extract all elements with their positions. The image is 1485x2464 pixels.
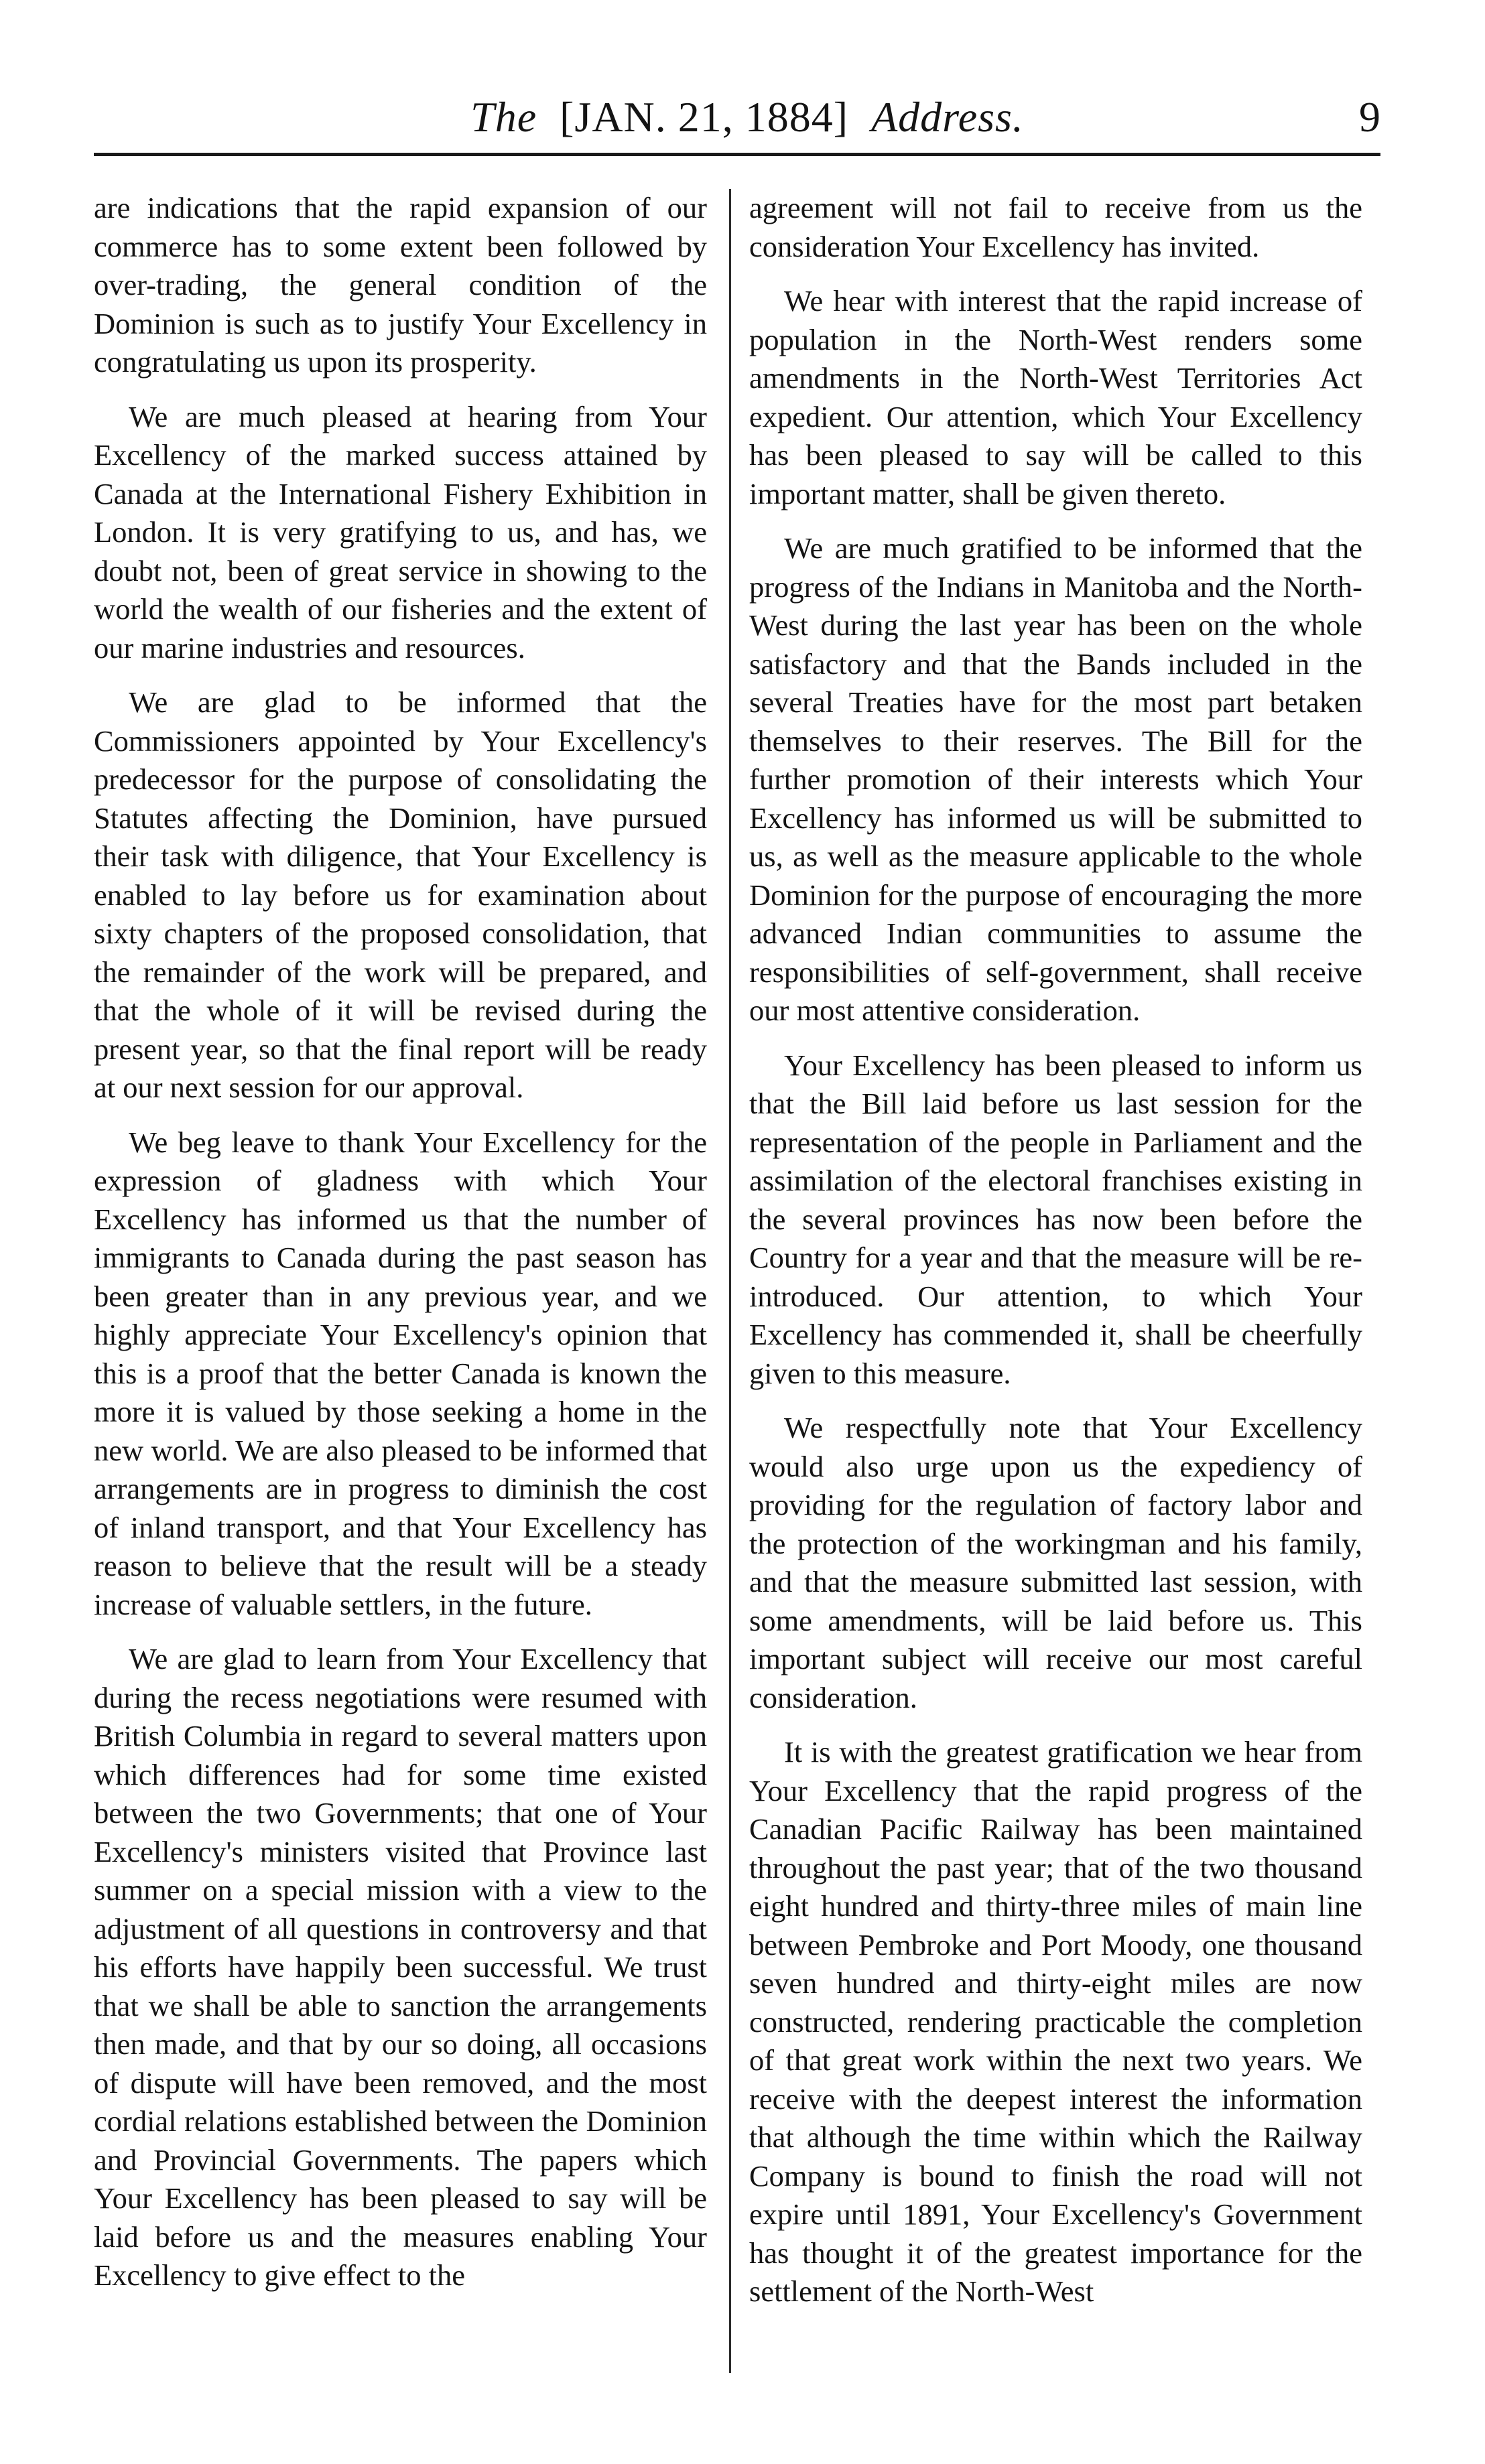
left-column xyxy=(94,189,707,2311)
paragraph: We are glad to be informed that the Commissioners appointed by Your Excellency's predecessor for the purpose of consolidating the Statutes affecting the Dominion, have pursued their task with diligence, that Your Excellency is enabled to lay before us for examination about sixty chapters of the proposed consolidation, that the remainder of the work will be prepared, and that the whole of it will be revised during the present year, so that the final report will be ready at our next session for our approval. xyxy=(94,685,707,1104)
running-title-the: The xyxy=(470,93,537,141)
paragraph: We are much pleased at hearing from Your Excellency of the marked success attained by Canada at the International Fishery Exhibition in London. It is very gratifying to us, and has, we doubt not, been of great service in showing to the world the wealth of our fisheries and the extent of our marine industries and resources. xyxy=(94,399,707,665)
paragraph: We beg leave to thank Your Excellency for the expression of gladness with which Your Excellency has informed us that the number of immigrants to Canada during the past season has been greater than in any previous year, and we highly appreciate Your Excellency's opinion that this is a proof that the better Canada is known the more it is valued by those seeking a home in the new world. We are also pleased to be informed that arrangements are in progress to diminish the cost of inland transport, and that Your Excellency has reason to believe that the result will be a steady increase of valuable settlers, in the future. xyxy=(94,1125,707,1621)
paragraph: We are much gratified to be informed that the progress of the Indians in Manitoba and the North-West during the last year has been on the whole satisfactory and that the Bands included in the several Treaties have for the most part betaken themselves to their reserves. The Bill for the further promotion of their interests which Your Excellency has informed us will be submitted to us, as well as the measure applicable to the whole Dominion for the purpose of encouraging the more advanced Indian communities to assume the responsibilities of self-government, shall receive our most attentive consideration. xyxy=(749,531,1362,1027)
paragraph: It is with the greatest gratification we hear from Your Excellency that the rapid progress of the Canadian Pacific Railway has been maintained throughout the past year; that of the two thousand eight hundred and thirty-three miles of main line between Pembroke and Port Moody, one thousand seven hundred and thirty-eight miles are now constructed, rendering practicable the completion of that great work within the next two years. We receive with the deepest interest the information that although the time within which the Railway Company is bound to finish the road will not expire until 1891, Your Excellency's Government has thought it of the greatest importance for the settlement of the North-West xyxy=(749,1735,1362,2308)
page-header xyxy=(87,87,1407,154)
paragraph: We are glad to learn from Your Excellency that during the recess negotiations were resumed with British Columbia in regard to several matters upon which differences had for some time existed between the two Governments; that one of Your Excellency's ministers visited that Province last summer on a special mission with a view to the adjustment of all questions in controversy and that his efforts have happily been successful. We trust that we shall be able to sanction the arrangements then made, and that by our so doing, all occasions of dispute will have been removed, and the most cordial relations established between the Dominion and Provincial Governments. The papers which Your Excellency has been pleased to say will be laid before us and the measures enabling Your Excellency to give effect to the xyxy=(94,1642,707,2292)
running-title-date: [JAN. 21, 1884] xyxy=(560,93,849,141)
paragraph: We respectfully note that Your Excellency would also urge upon us the expediency of providing for the regulation of factory labor and the protection of the workingman and his family, and that the measure submitted last session, with some amendments, will be laid before us. This important subject will receive our most careful consideration. xyxy=(749,1411,1362,1714)
paragraph: agreement will not fail to receive from us the consideration Your Excellency has invited. xyxy=(749,191,1362,263)
header-rule xyxy=(94,153,1380,156)
paragraph: Your Excellency has been pleased to inform us that the Bill laid before us last session for the representation of the people in Parliament and the assimilation of the electoral franchises existing in the several provinces has now been before the Country for a year and that the measure will be re-introduced. Our attention, to which Your Excellency has commended it, shall be cheerfully given to this measure. xyxy=(749,1048,1362,1390)
paragraph: are indications that the rapid expansion of our commerce has to some extent been followed by over-trading, the general condition of the Dominion is such as to justify Your Excellency in congratulating us upon its prosperity. xyxy=(94,191,707,379)
running-title xyxy=(87,92,1407,142)
page-number: 9 xyxy=(1359,93,1380,141)
right-column xyxy=(749,189,1362,2327)
paragraph: We hear with interest that the rapid increase of population in the North-West renders some amendments in the North-West Territories Act expedient. Our attention, which Your Excellency has been pleased to say will be called to this important matter, shall be given thereto. xyxy=(749,284,1362,510)
column-divider xyxy=(729,189,731,2373)
running-title-address: Address. xyxy=(871,93,1024,141)
